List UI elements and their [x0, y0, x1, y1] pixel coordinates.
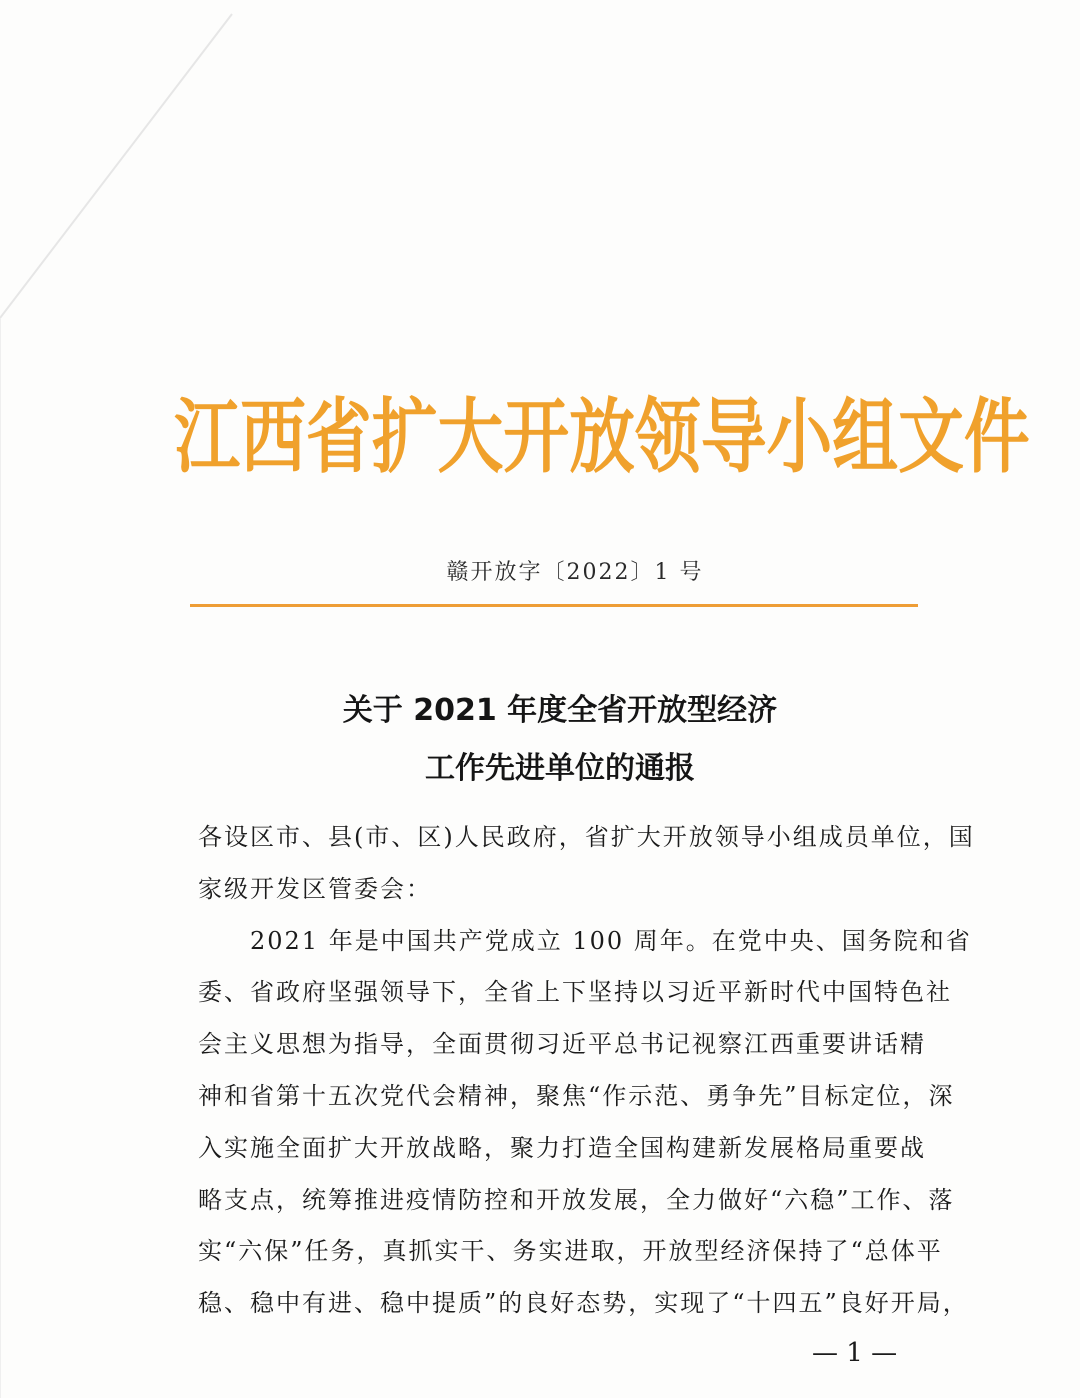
- body-line: 入实施全面扩大开放战略，聚力打造全国构建新发展格局重要战: [198, 1133, 926, 1162]
- body-line: 各设区市、县(市、区)人民政府，省扩大开放领导小组成员单位，国: [198, 823, 975, 851]
- body-line: 家级开发区管委会：: [198, 874, 432, 903]
- page-number: — 1 —: [812, 1338, 898, 1368]
- body-line: 略支点，统筹推进疫情防控和开放发展，全力做好“六稳”工作、落: [198, 1185, 955, 1214]
- document-number: 赣开放字〔2022〕1 号: [446, 560, 704, 585]
- header-divider-rule: [190, 604, 918, 607]
- notice-title-line-2: 工作先进单位的通报: [425, 751, 695, 786]
- body-line: 稳、稳中有进、稳中提质”的良好态势，实现了“十四五”良好开局，: [198, 1289, 969, 1318]
- body-line: 委、省政府坚强领导下，全省上下坚持以习近平新时代中国特色社: [198, 978, 952, 1007]
- notice-body: [198, 812, 975, 1330]
- body-line: 神和省第十五次党代会精神，聚焦“作示范、勇争先”目标定位，深: [198, 1081, 955, 1110]
- body-line: 2021 年是中国共产党成立 100 周年。在党中央、国务院和省: [250, 926, 972, 955]
- notice-title: [190, 682, 930, 798]
- issuer-document-header: 江西省扩大开放领导小组文件: [174, 389, 1030, 485]
- body-line: 实“六保”任务，真抓实干、务实进取，开放型经济保持了“总体平: [198, 1237, 943, 1266]
- notice-title-line-1: 关于 2021 年度全省开放型经济: [342, 693, 778, 728]
- body-line: 会主义思想为指导，全面贯彻习近平总书记视察江西重要讲话精: [198, 1030, 926, 1059]
